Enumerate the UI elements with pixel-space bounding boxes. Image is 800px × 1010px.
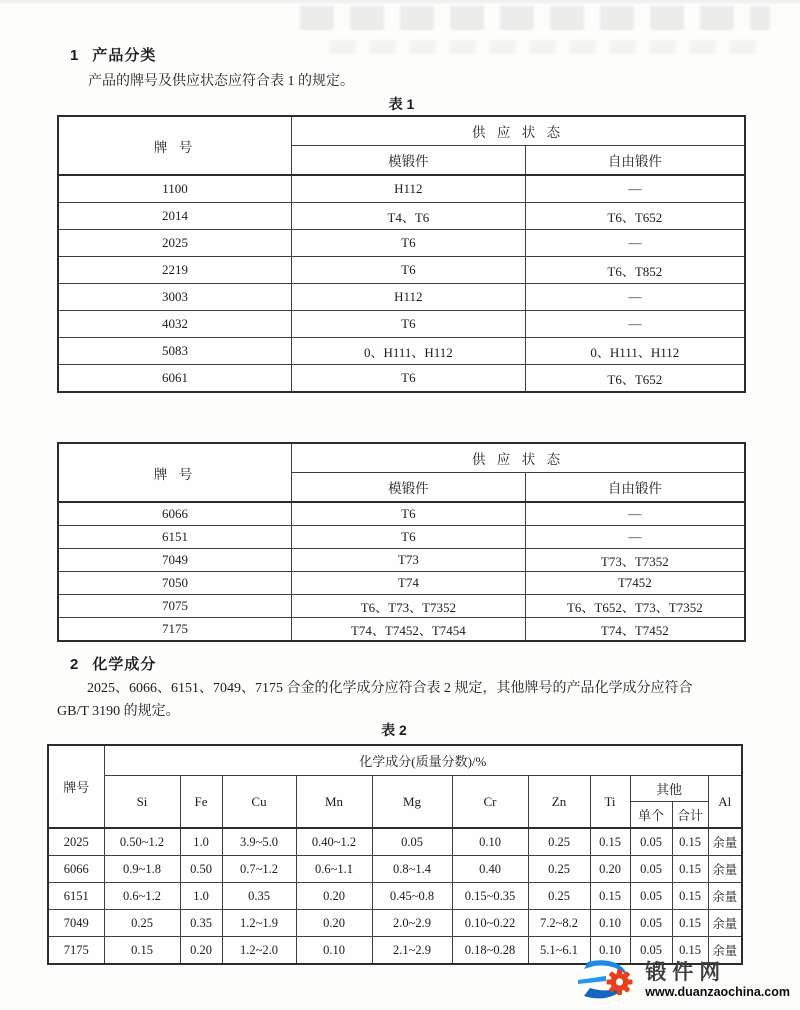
al-cell: 余量 bbox=[708, 883, 742, 910]
cr-cell: 0.10 bbox=[452, 828, 528, 856]
ti-cell: 0.15 bbox=[590, 828, 630, 856]
ti-cell: 0.10 bbox=[590, 937, 630, 965]
mn-cell: 0.6~1.1 bbox=[296, 856, 372, 883]
table2-header-al: Al bbox=[708, 776, 742, 829]
table2-header-ti: Ti bbox=[590, 776, 630, 829]
free-state-cell: T7452 bbox=[525, 572, 745, 595]
table-row bbox=[58, 311, 745, 338]
die-state-cell: T4、T6 bbox=[292, 203, 526, 230]
table-row bbox=[48, 910, 742, 937]
grade-cell: 2025 bbox=[58, 230, 292, 257]
table2-header-mg: Mg bbox=[372, 776, 452, 829]
die-state-cell: T6 bbox=[292, 365, 526, 393]
free-state-cell: T6、T852 bbox=[525, 257, 745, 284]
other-total-cell: 0.15 bbox=[672, 910, 708, 937]
ti-cell: 0.15 bbox=[590, 883, 630, 910]
other-single-cell: 0.05 bbox=[630, 883, 672, 910]
table1-header-supply: 供 应 状 态 bbox=[292, 116, 745, 146]
table2-header-zn: Zn bbox=[528, 776, 590, 829]
table-row bbox=[58, 338, 745, 365]
si-cell: 0.15 bbox=[104, 937, 180, 965]
grade-cell: 6151 bbox=[48, 883, 104, 910]
table2-header-other: 其他 bbox=[630, 776, 708, 802]
table2-chemical-composition bbox=[47, 744, 743, 965]
table1b-header-supply: 供 应 状 态 bbox=[292, 443, 745, 473]
die-state-cell: T6、T73、T7352 bbox=[292, 595, 526, 618]
grade-cell: 6066 bbox=[58, 502, 292, 526]
page-bleed-through bbox=[300, 6, 770, 30]
si-cell: 0.50~1.2 bbox=[104, 828, 180, 856]
fe-cell: 0.50 bbox=[180, 856, 222, 883]
table2-caption: 表 2 bbox=[381, 722, 407, 738]
die-state-cell: T6 bbox=[292, 526, 526, 549]
table2-header-other-single: 单个 bbox=[630, 802, 672, 829]
free-state-cell: T6、T652、T73、T7352 bbox=[525, 595, 745, 618]
cu-cell: 3.9~5.0 bbox=[222, 828, 296, 856]
die-state-cell: T6 bbox=[292, 230, 526, 257]
zn-cell: 0.25 bbox=[528, 883, 590, 910]
table-row bbox=[58, 175, 745, 203]
cu-cell: 1.2~1.9 bbox=[222, 910, 296, 937]
grade-cell: 2014 bbox=[58, 203, 292, 230]
table-row bbox=[58, 502, 745, 526]
grade-cell: 6061 bbox=[58, 365, 292, 393]
free-state-cell: T73、T7352 bbox=[525, 549, 745, 572]
free-state-cell: — bbox=[525, 502, 745, 526]
grade-cell: 7049 bbox=[48, 910, 104, 937]
mg-cell: 2.1~2.9 bbox=[372, 937, 452, 965]
table2-header-other-total: 合计 bbox=[672, 802, 708, 829]
grade-cell: 7175 bbox=[58, 618, 292, 642]
si-cell: 0.9~1.8 bbox=[104, 856, 180, 883]
al-cell: 余量 bbox=[708, 937, 742, 965]
mn-cell: 0.20 bbox=[296, 910, 372, 937]
section2-intro bbox=[57, 677, 751, 723]
table-row bbox=[48, 883, 742, 910]
table2-header-mn: Mn bbox=[296, 776, 372, 829]
fe-cell: 0.20 bbox=[180, 937, 222, 965]
section1-number: 1 bbox=[70, 47, 80, 64]
die-state-cell: T74、T7452、T7454 bbox=[292, 618, 526, 642]
table1-header-grade: 牌 号 bbox=[58, 116, 292, 175]
die-state-cell: T6 bbox=[292, 502, 526, 526]
ti-cell: 0.20 bbox=[590, 856, 630, 883]
grade-cell: 6151 bbox=[58, 526, 292, 549]
zn-cell: 0.25 bbox=[528, 856, 590, 883]
other-single-cell: 0.05 bbox=[630, 856, 672, 883]
mg-cell: 0.8~1.4 bbox=[372, 856, 452, 883]
other-total-cell: 0.15 bbox=[672, 828, 708, 856]
mg-cell: 2.0~2.9 bbox=[372, 910, 452, 937]
die-state-cell: T74 bbox=[292, 572, 526, 595]
ti-cell: 0.10 bbox=[590, 910, 630, 937]
watermark-site-name: 锻件网 bbox=[645, 960, 727, 984]
cr-cell: 0.40 bbox=[452, 856, 528, 883]
table1b-header-free-forging: 自由锻件 bbox=[525, 473, 745, 503]
fe-cell: 1.0 bbox=[180, 883, 222, 910]
section2-heading bbox=[70, 653, 156, 674]
table1b-header-die-forging: 模锻件 bbox=[292, 473, 526, 503]
table1-header-die-forging: 模锻件 bbox=[292, 146, 526, 176]
cu-cell: 0.7~1.2 bbox=[222, 856, 296, 883]
die-state-cell: T73 bbox=[292, 549, 526, 572]
table-row bbox=[58, 257, 745, 284]
free-state-cell: T74、T7452 bbox=[525, 618, 745, 642]
free-state-cell: 0、H111、H112 bbox=[525, 338, 745, 365]
grade-cell: 3003 bbox=[58, 284, 292, 311]
mg-cell: 0.45~0.8 bbox=[372, 883, 452, 910]
die-state-cell: H112 bbox=[292, 284, 526, 311]
table2-header-composition: 化学成分(质量分数)/% bbox=[104, 745, 742, 776]
table-row bbox=[58, 618, 745, 642]
other-single-cell: 0.05 bbox=[630, 910, 672, 937]
table-row bbox=[58, 365, 745, 393]
die-state-cell: T6 bbox=[292, 311, 526, 338]
section2-number: 2 bbox=[70, 656, 80, 673]
watermark-text bbox=[645, 961, 790, 1000]
table-row bbox=[58, 203, 745, 230]
free-state-cell: T6、T652 bbox=[525, 203, 745, 230]
cr-cell: 0.18~0.28 bbox=[452, 937, 528, 965]
table2-header-cu: Cu bbox=[222, 776, 296, 829]
section1-heading bbox=[70, 44, 156, 65]
grade-cell: 2219 bbox=[58, 257, 292, 284]
grade-cell: 2025 bbox=[48, 828, 104, 856]
scan-edge-shadow bbox=[0, 0, 800, 3]
table-row bbox=[48, 856, 742, 883]
al-cell: 余量 bbox=[708, 856, 742, 883]
al-cell: 余量 bbox=[708, 828, 742, 856]
fe-cell: 1.0 bbox=[180, 828, 222, 856]
table2-header-si: Si bbox=[104, 776, 180, 829]
section2-intro-line2: GB/T 3190 的规定。 bbox=[57, 704, 180, 719]
other-total-cell: 0.15 bbox=[672, 883, 708, 910]
duanzao-logo-icon bbox=[576, 956, 638, 1004]
cu-cell: 0.35 bbox=[222, 883, 296, 910]
grade-cell: 1100 bbox=[58, 175, 292, 203]
page-bleed-through bbox=[330, 40, 760, 54]
table2-header-fe: Fe bbox=[180, 776, 222, 829]
other-total-cell: 0.15 bbox=[672, 937, 708, 965]
zn-cell: 5.1~6.1 bbox=[528, 937, 590, 965]
table-row bbox=[58, 572, 745, 595]
section1-intro: 产品的牌号及供应状态应符合表 1 的规定。 bbox=[88, 74, 354, 89]
section2-intro-line1: 2025、6066、6151、7049、7175 合金的化学成分应符合表 2 规定，其他牌号的产品化学成分应符合 bbox=[87, 681, 693, 696]
table-row bbox=[58, 595, 745, 618]
grade-cell: 5083 bbox=[58, 338, 292, 365]
grade-cell: 7050 bbox=[58, 572, 292, 595]
mg-cell: 0.05 bbox=[372, 828, 452, 856]
die-state-cell: H112 bbox=[292, 175, 526, 203]
zn-cell: 7.2~8.2 bbox=[528, 910, 590, 937]
table1b-header-grade: 牌 号 bbox=[58, 443, 292, 502]
free-state-cell: — bbox=[525, 175, 745, 203]
free-state-cell: — bbox=[525, 311, 745, 338]
grade-cell: 7075 bbox=[58, 595, 292, 618]
table-row bbox=[58, 230, 745, 257]
grade-cell: 4032 bbox=[58, 311, 292, 338]
table-row bbox=[48, 828, 742, 856]
other-single-cell: 0.05 bbox=[630, 828, 672, 856]
mn-cell: 0.10 bbox=[296, 937, 372, 965]
cu-cell: 1.2~2.0 bbox=[222, 937, 296, 965]
free-state-cell: — bbox=[525, 284, 745, 311]
si-cell: 0.6~1.2 bbox=[104, 883, 180, 910]
grade-cell: 6066 bbox=[48, 856, 104, 883]
table1-caption: 表 1 bbox=[388, 96, 415, 112]
watermark-url: www.duanzaochina.com bbox=[645, 984, 790, 999]
table1-supply-states bbox=[57, 115, 746, 393]
free-state-cell: T6、T652 bbox=[525, 365, 745, 393]
table2-header-grade: 牌号 bbox=[48, 745, 104, 828]
table-row bbox=[58, 526, 745, 549]
cr-cell: 0.15~0.35 bbox=[452, 883, 528, 910]
section2-title: 化学成分 bbox=[92, 656, 157, 673]
fe-cell: 0.35 bbox=[180, 910, 222, 937]
table1-header-free-forging: 自由锻件 bbox=[525, 146, 745, 176]
die-state-cell: T6 bbox=[292, 257, 526, 284]
table1-continued-supply-states bbox=[57, 442, 746, 642]
die-state-cell: 0、H111、H112 bbox=[292, 338, 526, 365]
mn-cell: 0.40~1.2 bbox=[296, 828, 372, 856]
table-row bbox=[58, 549, 745, 572]
grade-cell: 7049 bbox=[58, 549, 292, 572]
table-row bbox=[58, 284, 745, 311]
other-total-cell: 0.15 bbox=[672, 856, 708, 883]
al-cell: 余量 bbox=[708, 910, 742, 937]
grade-cell: 7175 bbox=[48, 937, 104, 965]
free-state-cell: — bbox=[525, 526, 745, 549]
other-single-cell: 0.05 bbox=[630, 937, 672, 965]
mn-cell: 0.20 bbox=[296, 883, 372, 910]
free-state-cell: — bbox=[525, 230, 745, 257]
zn-cell: 0.25 bbox=[528, 828, 590, 856]
cr-cell: 0.10~0.22 bbox=[452, 910, 528, 937]
watermark bbox=[576, 956, 790, 1004]
si-cell: 0.25 bbox=[104, 910, 180, 937]
table2-header-cr: Cr bbox=[452, 776, 528, 829]
section1-title: 产品分类 bbox=[92, 47, 157, 64]
